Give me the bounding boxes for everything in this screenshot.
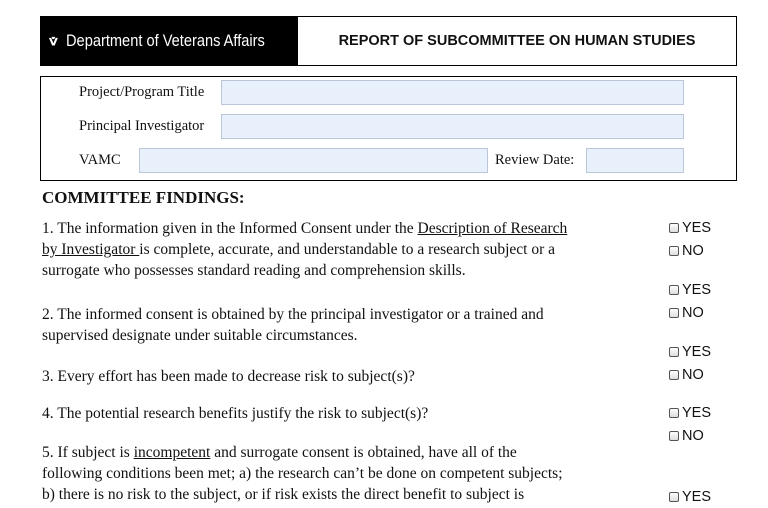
- checkbox-icon[interactable]: [669, 370, 679, 380]
- checkbox-icon[interactable]: [669, 285, 679, 295]
- q3-no-option[interactable]: NO: [669, 367, 704, 383]
- report-title: REPORT OF SUBCOMMITTEE ON HUMAN STUDIES: [297, 16, 737, 66]
- checkbox-icon[interactable]: [669, 308, 679, 318]
- question-2-line-2: supervised designate under suitable circumstances.: [42, 327, 358, 344]
- va-seal-icon: [48, 24, 59, 58]
- q2-yes-option[interactable]: YES: [669, 282, 711, 298]
- department-name: Department of Veterans Affairs: [65, 31, 265, 50]
- checkbox-icon[interactable]: [669, 347, 679, 357]
- question-5-line-2: following conditions been met; a) the research can’t be done on competent subjects;: [42, 465, 563, 482]
- project-title-label: Project/Program Title: [79, 84, 205, 100]
- question-5-line-1: 5. If subject is incompetent and surrogate consent is obtained, have all of the: [42, 444, 517, 461]
- vamc-field[interactable]: [139, 148, 488, 173]
- review-date-label: Review Date:: [495, 152, 575, 168]
- question-1-line-1: 1. The information given in the Informed Consent under the Description of Research: [42, 220, 568, 237]
- principal-investigator-label: Principal Investigator: [79, 118, 205, 134]
- va-logo-banner: [40, 16, 297, 66]
- question-1-line-2: by Investigator is complete, accurate, and understandable to a research subject or a: [42, 241, 556, 258]
- q1-no-option[interactable]: NO: [669, 243, 704, 259]
- checkbox-icon[interactable]: [669, 431, 679, 441]
- principal-investigator-field[interactable]: [221, 114, 684, 139]
- committee-findings-heading: COMMITTEE FINDINGS:: [42, 188, 245, 207]
- q3-yes-option[interactable]: YES: [669, 344, 711, 360]
- project-title-field[interactable]: [221, 80, 684, 105]
- question-2-line-1: 2. The informed consent is obtained by the principal investigator or a trained and: [42, 306, 544, 323]
- checkbox-icon[interactable]: [669, 223, 679, 233]
- vamc-label: VAMC: [79, 152, 121, 168]
- question-3: 3. Every effort has been made to decrease risk to subject(s)?: [42, 368, 415, 385]
- checkbox-icon[interactable]: [669, 492, 679, 502]
- q2-no-option[interactable]: NO: [669, 305, 704, 321]
- question-5-line-3: b) there is no risk to the subject, or if risk exists the direct benefit to subject is: [42, 486, 525, 503]
- question-1-line-3: surrogate who possesses standard reading and comprehension skills.: [42, 262, 466, 279]
- review-date-field[interactable]: [586, 148, 684, 173]
- q4-yes-option[interactable]: YES: [669, 405, 711, 421]
- checkbox-icon[interactable]: [669, 246, 679, 256]
- q1-yes-option[interactable]: YES: [669, 220, 711, 236]
- q5-yes-option[interactable]: YES: [669, 489, 711, 505]
- question-4: 4. The potential research benefits justify the risk to subject(s)?: [42, 405, 429, 422]
- checkbox-icon[interactable]: [669, 408, 679, 418]
- q4-no-option[interactable]: NO: [669, 428, 704, 444]
